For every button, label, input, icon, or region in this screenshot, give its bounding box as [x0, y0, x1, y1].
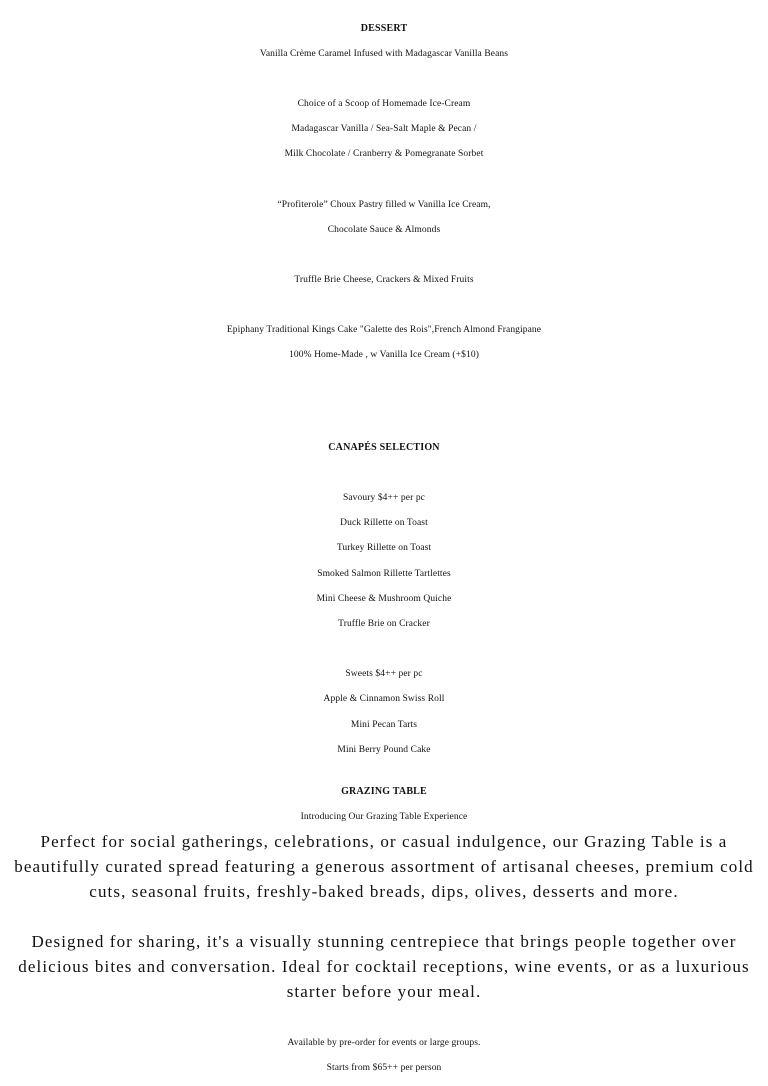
canapes-item-quiche: Mini Cheese & Mushroom Quiche: [316, 594, 452, 604]
canapes-item-duck-rillette: Duck Rillette on Toast: [340, 518, 428, 528]
canapes-item-turkey-rillette: Turkey Rillette on Toast: [336, 543, 432, 553]
grazing-availability: Available by pre-order for events or large groups.: [287, 1038, 481, 1048]
grazing-price: Starts from $65++ per person: [326, 1063, 442, 1073]
dessert-heading: DESSERT: [360, 23, 408, 34]
grazing-paragraph-1: Perfect for social gatherings, celebrations, or casual indulgence, our Grazing Table is a beautifully curated spread featuring a generous assortment of artisanal cheeses, premium cold cuts, seasonal fruits, freshly-baked breads, dips, olives, desserts and more.: [14, 832, 754, 901]
canapes-savoury-header: Savoury $4++ per pc: [342, 493, 425, 503]
canapes-item-salmon-tartlettes: Smoked Salmon Rillette Tartlettes: [317, 569, 451, 579]
grazing-heading: GRAZING TABLE: [341, 786, 427, 797]
dessert-item-profiterole: “Profiterole” Choux Pastry filled w Vanilla Ice Cream,: [277, 200, 491, 210]
canapes-sweets-header: Sweets $4++ per pc: [345, 669, 423, 679]
dessert-item-icecream-choice: Choice of a Scoop of Homemade Ice-Cream: [297, 99, 471, 109]
dessert-item-kings-cake: Epiphany Traditional Kings Cake "Galette des Rois",French Almond Frangipane: [226, 325, 542, 335]
grazing-paragraph-2: Designed for sharing, it's a visually stunning centrepiece that brings people together over delicious bites and conversation. Ideal for cocktail receptions, wine events, or as a luxurious starter before your meal.: [18, 932, 750, 1001]
dessert-item-icecream-flavours-1: Madagascar Vanilla / Sea-Salt Maple & Pecan /: [291, 124, 477, 134]
grazing-intro: Introducing Our Grazing Table Experience: [300, 812, 468, 822]
canapes-item-pecan-tarts: Mini Pecan Tarts: [350, 720, 418, 730]
dessert-item-kings-cake-detail: 100% Home-Made , w Vanilla Ice Cream (+$10): [289, 350, 479, 360]
canapes-item-pound-cake: Mini Berry Pound Cake: [337, 745, 431, 755]
canapes-heading: CANAPÉS SELECTION: [328, 442, 440, 453]
canapes-item-swiss-roll: Apple & Cinnamon Swiss Roll: [323, 694, 445, 704]
dessert-item-icecream-flavours-2: Milk Chocolate / Cranberry & Pomegranate Sorbet: [284, 149, 484, 159]
canapes-item-truffle-brie: Truffle Brie on Cracker: [338, 619, 430, 629]
dessert-item-profiterole-detail: Chocolate Sauce & Almonds: [327, 225, 441, 235]
dessert-item-truffle-brie: Truffle Brie Cheese, Crackers & Mixed Fruits: [294, 275, 474, 285]
dessert-item-creme-caramel: Vanilla Crème Caramel Infused with Madagascar Vanilla Beans: [259, 49, 509, 59]
